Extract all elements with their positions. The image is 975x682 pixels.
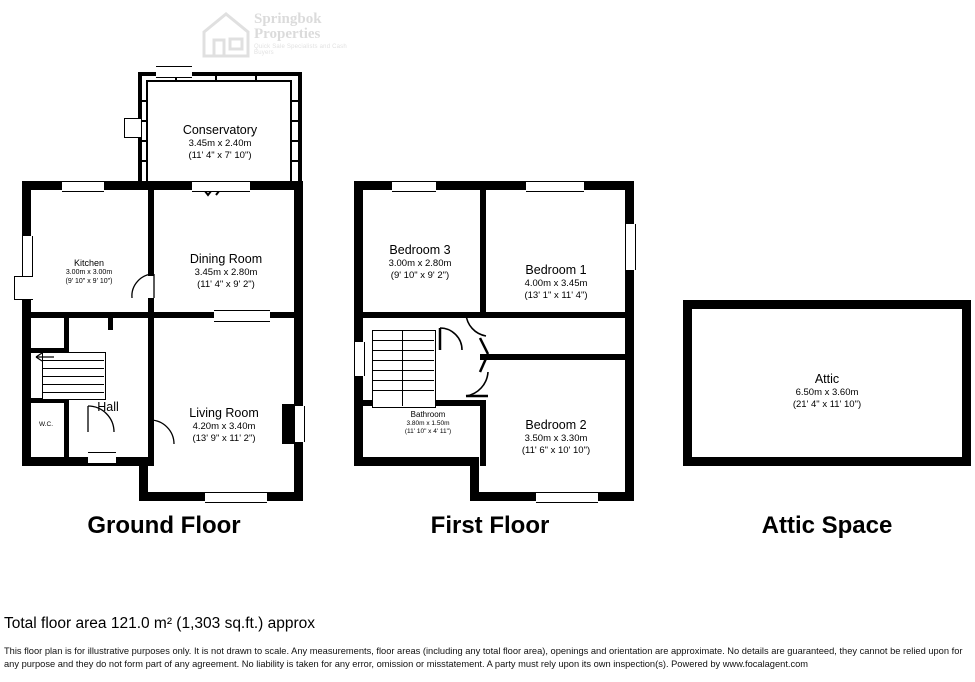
ff-stair-stringer <box>402 330 403 406</box>
ff-window-bed2 <box>536 492 598 503</box>
ff-internal-wall-mid-right <box>480 312 626 318</box>
room-dim-metric: 4.00m x 3.45m <box>524 278 588 290</box>
attic-wall-right <box>962 300 971 466</box>
gf-window-living <box>205 492 267 503</box>
ff-exterior-wall-bottom-left <box>354 457 474 466</box>
conservatory-mullion <box>292 120 300 122</box>
gf-stair-arrow-icon <box>34 350 56 364</box>
conservatory-inner-right <box>290 80 292 182</box>
room-dim-metric: 3.45m x 2.40m <box>188 138 252 150</box>
room-dim-imperial: (11' 6" x 10' 10") <box>521 444 591 456</box>
room-dim-imperial: (13' 9" x 11' 2") <box>192 432 256 444</box>
attic-wall-left <box>683 300 692 466</box>
gf-opening-dining-living <box>214 310 270 322</box>
room-label-bedroom-3 <box>360 243 480 281</box>
total-floor-area: Total floor area 121.0 m² (1,303 sq.ft.) approx <box>4 615 316 632</box>
conservatory-inner-top <box>146 80 292 82</box>
gf-window-kitchen-side <box>22 236 33 276</box>
ff-internal-wall-landing-bed2 <box>480 354 626 360</box>
room-dim-metric: 3.80m x 1.50m <box>406 419 450 427</box>
conservatory-mullion <box>140 140 148 142</box>
ff-window-landing <box>354 342 365 376</box>
conservatory-mullion <box>292 100 300 102</box>
room-dim-imperial: (9' 10" x 9' 10") <box>65 277 113 285</box>
gf-exterior-wall-bottom-left <box>22 457 142 466</box>
gf-exterior-wall-right <box>294 181 303 501</box>
ff-internal-wall-bathroom-right <box>480 400 486 466</box>
room-dim-metric: 3.00m x 3.00m <box>65 268 113 276</box>
ff-window-bed1-side <box>625 224 636 270</box>
room-label-living-room <box>160 406 288 444</box>
gf-internal-wall-mid <box>22 312 154 318</box>
room-dim-imperial: (9' 10" x 9' 2") <box>390 269 450 281</box>
floor-title-ground: Ground Floor <box>87 512 241 539</box>
gf-door-kitchen-side <box>14 276 33 300</box>
watermark-brand-line1: Springbok <box>254 11 322 27</box>
ff-window-bed3 <box>392 181 436 192</box>
room-label-wc: W.C. <box>38 421 54 428</box>
ff-staircase <box>372 330 436 408</box>
gf-window-kitchen <box>62 181 104 192</box>
ff-stair-tread <box>372 390 434 391</box>
gf-stair-tread <box>42 384 104 385</box>
gf-stair-tread <box>42 376 104 377</box>
conservatory-mullion <box>140 120 148 122</box>
room-dim-imperial: (13' 1" x 11' 4") <box>524 289 588 301</box>
room-name: Living Room <box>189 406 259 420</box>
room-label-attic <box>760 372 894 410</box>
room-name: Kitchen <box>73 258 105 268</box>
watermark-tagline: Quick Sale Specialists and Cash Buyers <box>254 44 347 56</box>
gf-stair-tread <box>42 392 104 393</box>
room-label-kitchen <box>34 258 144 286</box>
conservatory-mullion <box>140 160 148 162</box>
ff-stair-tread <box>372 350 434 351</box>
ff-window-bed1 <box>526 181 584 192</box>
conservatory-mullion <box>292 160 300 162</box>
ff-stair-tread <box>372 370 434 371</box>
room-dim-metric: 3.50m x 3.30m <box>524 433 588 445</box>
room-name: Bedroom 1 <box>525 263 587 277</box>
floor-title-attic: Attic Space <box>761 512 893 539</box>
room-label-bedroom-1 <box>492 263 620 301</box>
room-dim-imperial: (11' 4" x 7' 10") <box>188 149 252 161</box>
conservatory-side-door <box>124 118 141 138</box>
conservatory-mullion <box>292 140 300 142</box>
attic-wall-top <box>683 300 971 309</box>
ff-internal-wall-bed3-bed1 <box>480 190 486 315</box>
conservatory-wall-top <box>190 72 302 76</box>
room-name: Bathroom <box>410 410 446 419</box>
conservatory-inner-left <box>146 80 148 182</box>
ff-stair-tread <box>372 360 434 361</box>
attic-wall-bottom <box>683 457 971 466</box>
attic-plan <box>660 0 975 560</box>
gf-internal-wall-wc-lower <box>64 398 69 458</box>
gf-internal-wall-stair <box>108 312 113 330</box>
room-label-conservatory <box>150 123 290 161</box>
room-label-hall: Hall <box>97 400 119 414</box>
room-dim-imperial: (21' 4" x 11' 10") <box>792 398 862 410</box>
conservatory-door-opening <box>156 66 192 78</box>
room-label-dining-room <box>162 252 290 290</box>
room-name: Dining Room <box>189 252 263 266</box>
ff-stair-tread <box>372 380 434 381</box>
room-name: Bedroom 2 <box>525 418 587 432</box>
room-name: Attic <box>814 372 840 386</box>
gf-front-door <box>88 452 116 464</box>
ff-exterior-wall-left <box>354 181 363 466</box>
floor-title-first: First Floor <box>430 512 550 539</box>
disclaimer-text: This floor plan is for illustrative purposes only. It is not drawn to scale. Any measurements, floor areas (including any total floor area), openings and orientation are approximate. No details are guaranteed, they cannot be relied upon for any purpose and they do not form part of any agreement. No liability is taken for any error, omission or misstatement. A party must rely upon its own inspection(s). Powered by www.focalagent.com <box>4 646 963 669</box>
ground-floor-plan <box>0 0 330 560</box>
conservatory-mullion <box>215 74 217 82</box>
conservatory-mullion <box>255 74 257 82</box>
room-dim-imperial: (11' 10" x 4' 11") <box>404 427 452 435</box>
gf-stair-tread <box>42 368 104 369</box>
gf-internal-wall-wc-right <box>64 312 69 353</box>
room-label-bathroom <box>380 410 476 436</box>
room-name: Conservatory <box>182 123 258 137</box>
room-dim-imperial: (11' 4" x 9' 2") <box>197 278 255 290</box>
gf-window-living-side <box>294 406 305 442</box>
room-name: Bedroom 3 <box>389 243 451 257</box>
gf-window-dining <box>192 181 250 192</box>
conservatory-wall-top-left <box>138 72 158 76</box>
watermark-brand-line2: Properties <box>254 26 321 42</box>
conservatory-mullion <box>140 100 148 102</box>
conservatory-wall-right <box>298 72 302 182</box>
ff-stair-tread <box>372 340 434 341</box>
ff-landing-doors <box>436 310 490 406</box>
room-dim-metric: 4.20m x 3.40m <box>192 421 256 433</box>
room-dim-metric: 3.45m x 2.80m <box>194 267 258 279</box>
room-dim-metric: 6.50m x 3.60m <box>795 387 859 399</box>
first-floor-plan <box>340 0 660 560</box>
room-label-bedroom-2 <box>492 418 620 456</box>
room-dim-metric: 3.00m x 2.80m <box>388 258 452 270</box>
